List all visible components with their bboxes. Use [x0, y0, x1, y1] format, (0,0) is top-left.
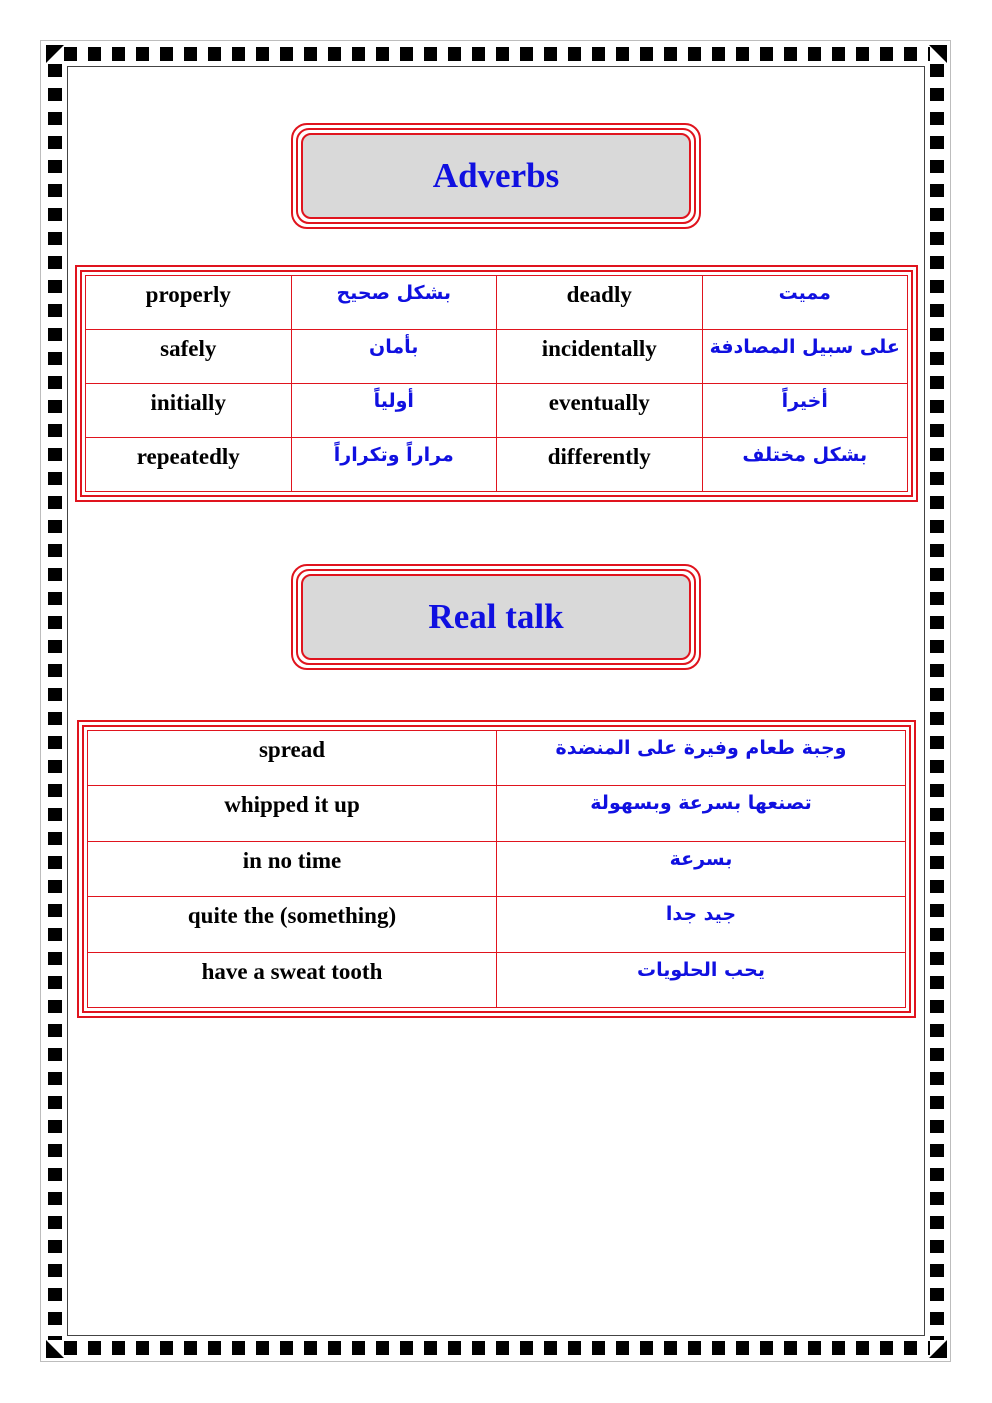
- english-word: initially: [86, 384, 292, 438]
- arabic-meaning: يحب الحلويات: [497, 952, 906, 1007]
- arabic-meaning: مراراً وتكراراً: [291, 438, 497, 492]
- arabic-meaning: تصنعها بسرعة وبسهولة: [497, 786, 906, 841]
- arabic-meaning: وجبة طعام وفيرة على المنضدة: [497, 731, 906, 786]
- table-row: [86, 384, 908, 438]
- real-talk-table-frame: [77, 720, 916, 1018]
- english-word: properly: [86, 276, 292, 330]
- real-talk-title-box: [291, 564, 701, 670]
- table-row: [88, 786, 906, 841]
- table-row: [88, 731, 906, 786]
- english-phrase: quite the (something): [88, 897, 497, 952]
- arabic-meaning: أولياً: [291, 384, 497, 438]
- dashed-border-bottom: [64, 1341, 930, 1355]
- table-row: [88, 841, 906, 896]
- arabic-meaning: على سبيل المصادفة: [702, 330, 908, 384]
- table-row: [88, 897, 906, 952]
- adverbs-title: Adverbs: [301, 133, 691, 219]
- adverbs-table: [85, 275, 908, 492]
- english-word: incidentally: [497, 330, 703, 384]
- adverbs-table-frame: [75, 265, 918, 502]
- english-word: deadly: [497, 276, 703, 330]
- english-word: repeatedly: [86, 438, 292, 492]
- arabic-meaning: مميت: [702, 276, 908, 330]
- english-phrase: in no time: [88, 841, 497, 896]
- english-word: eventually: [497, 384, 703, 438]
- english-word: differently: [497, 438, 703, 492]
- arabic-meaning: بشكل مختلف: [702, 438, 908, 492]
- english-phrase: whipped it up: [88, 786, 497, 841]
- arabic-meaning: بأمان: [291, 330, 497, 384]
- real-talk-title: Real talk: [301, 574, 691, 660]
- table-row: [88, 952, 906, 1007]
- dashed-border-right: [930, 64, 944, 1340]
- english-phrase: spread: [88, 731, 497, 786]
- arabic-meaning: بشكل صحيح: [291, 276, 497, 330]
- english-phrase: have a sweat tooth: [88, 952, 497, 1007]
- table-row: [86, 330, 908, 384]
- table-row: [86, 438, 908, 492]
- page-inner-frame: [67, 66, 925, 1336]
- arabic-meaning: بسرعة: [497, 841, 906, 896]
- arabic-meaning: جيد جدا: [497, 897, 906, 952]
- table-row: [86, 276, 908, 330]
- english-word: safely: [86, 330, 292, 384]
- real-talk-table: [87, 730, 906, 1008]
- adverbs-title-box: [291, 123, 701, 229]
- dashed-border-top: [64, 47, 930, 61]
- arabic-meaning: أخيراً: [702, 384, 908, 438]
- dashed-border-left: [48, 64, 62, 1340]
